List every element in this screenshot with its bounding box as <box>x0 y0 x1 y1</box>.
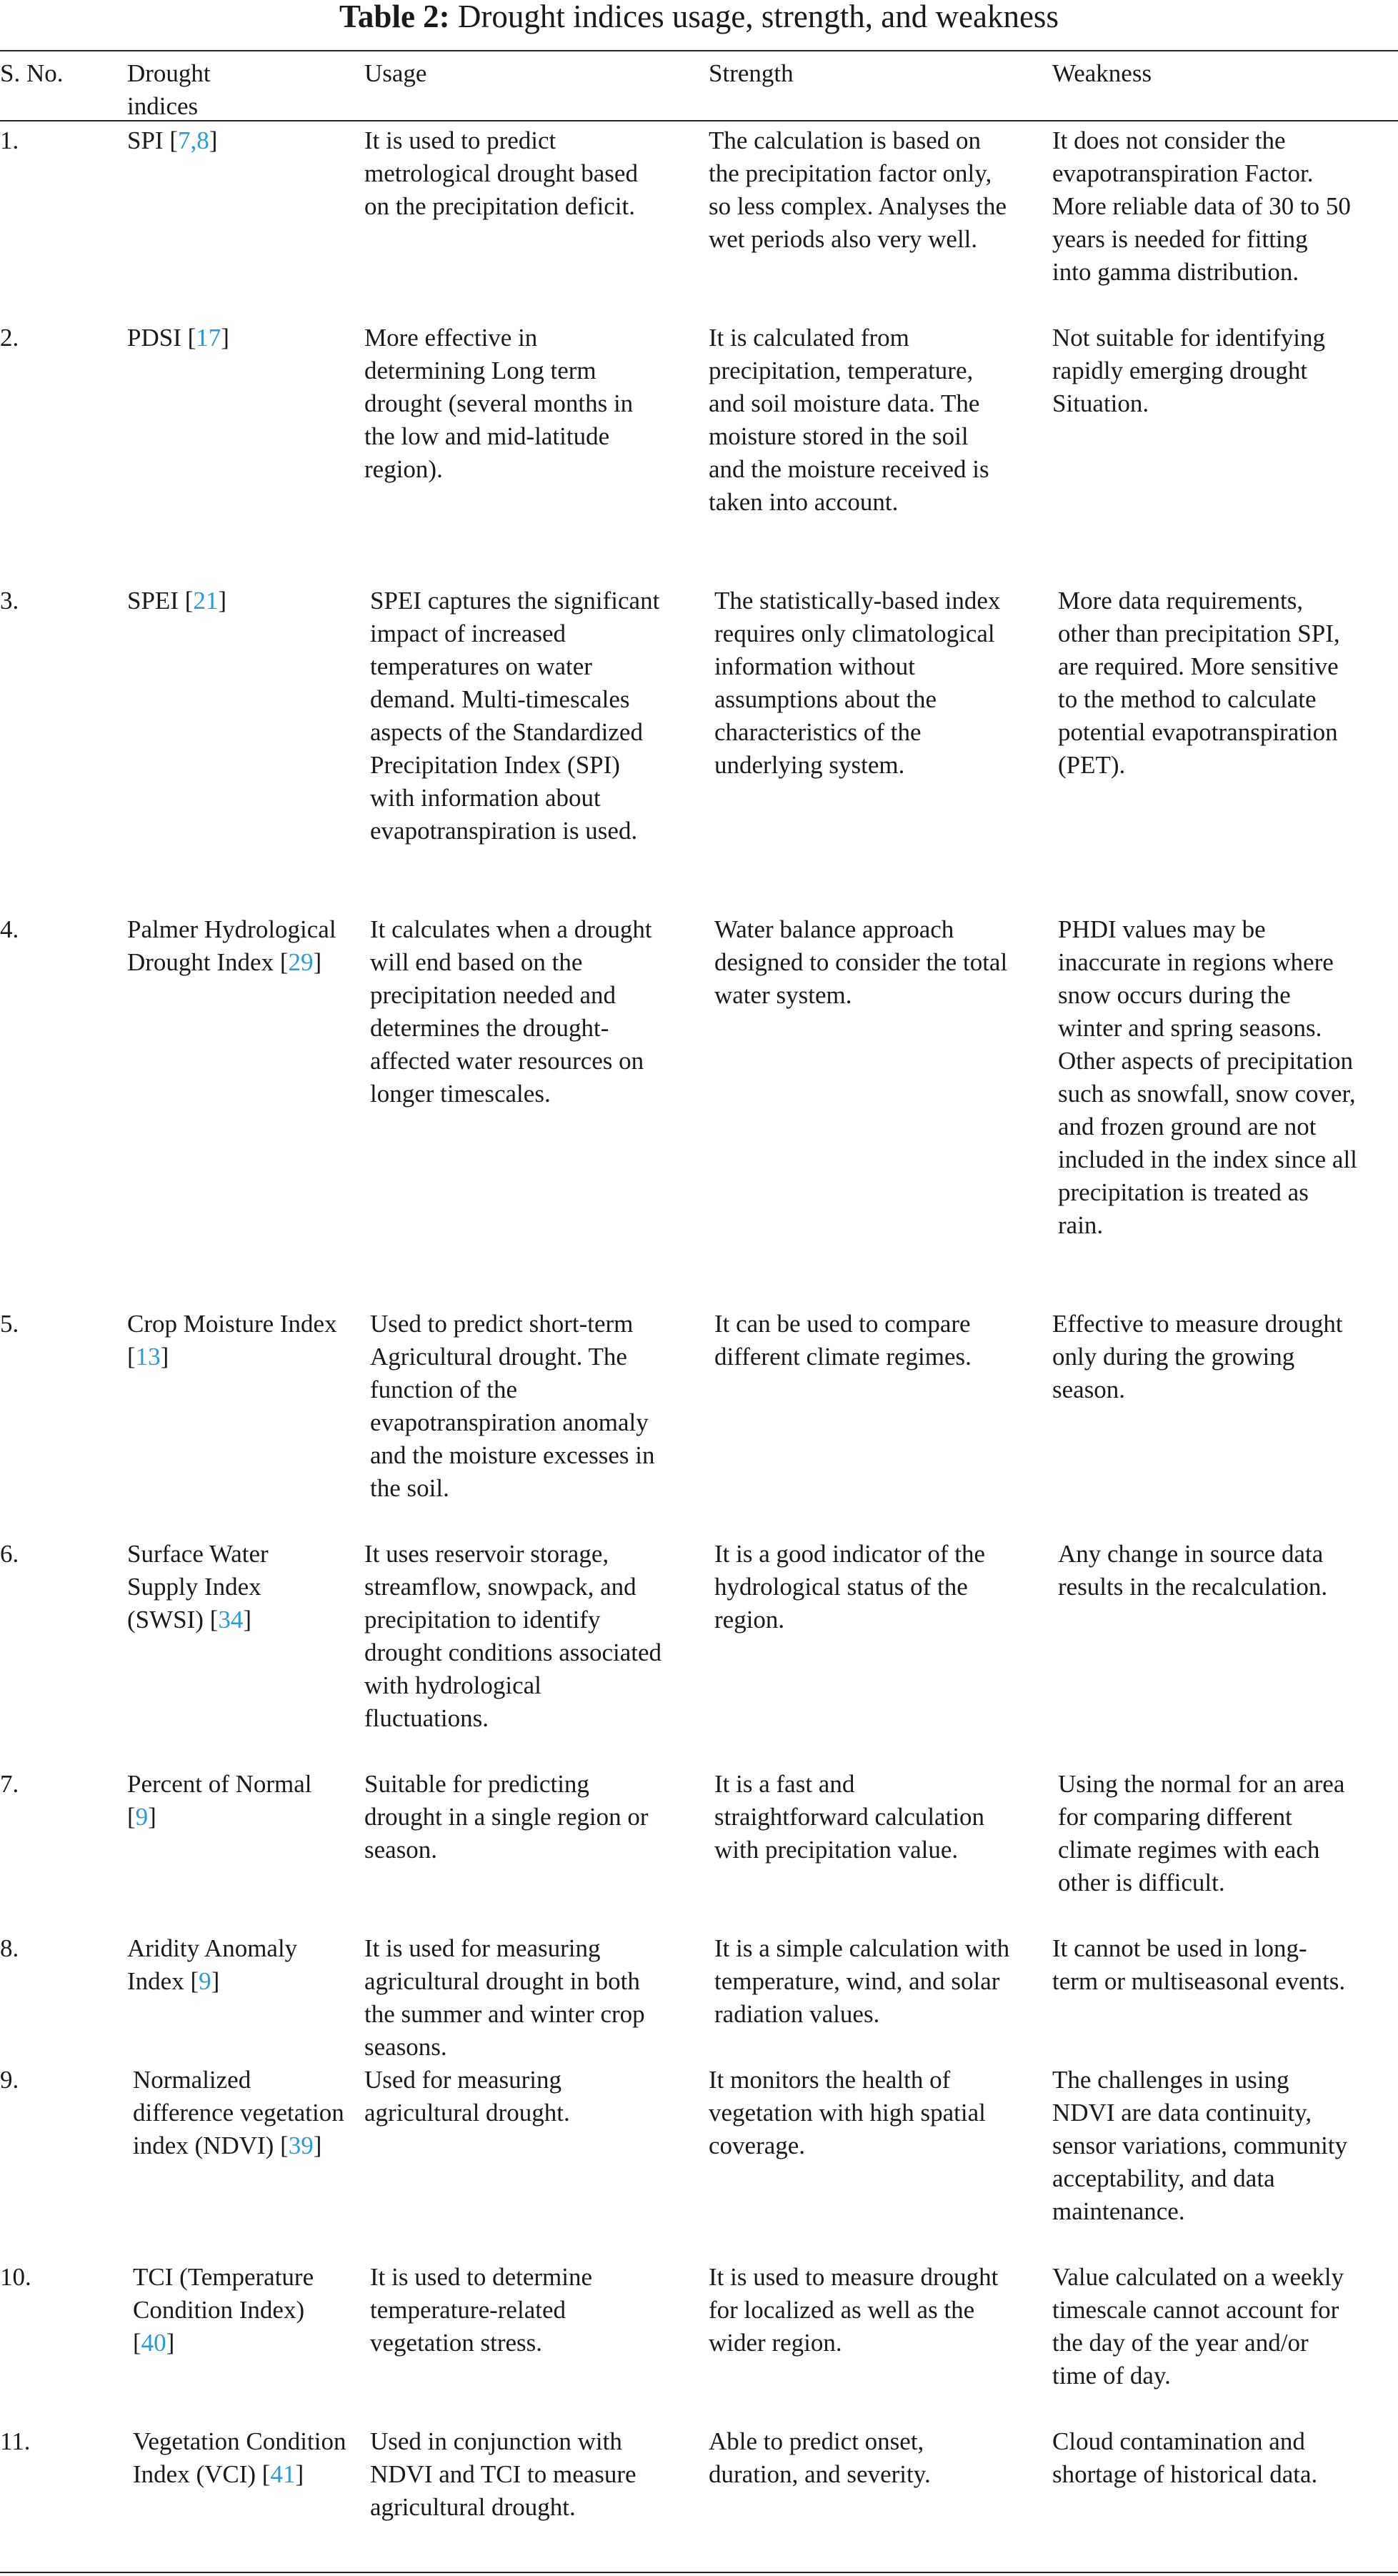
cell-weakness: Cloud contamination and shortage of historical data. <box>1052 2427 1318 2488</box>
header-sno: S. No. <box>0 59 64 87</box>
header-usage: Usage <box>364 59 427 87</box>
citation-link[interactable]: 9 <box>135 1803 149 1831</box>
index-name: Percent of Normal <box>127 1770 312 1798</box>
cell-index: Percent of Normal [9] <box>127 1770 312 1831</box>
citation-link[interactable]: 17 <box>196 324 221 352</box>
index-name: PDSI <box>127 324 181 352</box>
cell-strength: It is a fast and straightforward calculation with precipitation value. <box>714 1770 985 1864</box>
header-weakness: Weakness <box>1052 59 1152 87</box>
cell-strength: It is a good indicator of the hydrological status of the region. <box>714 1540 986 1633</box>
cell-strength: It is a simple calculation with temperature, wind, and solar radiation values. <box>714 1934 1010 2028</box>
index-name: Palmer Hydrological Drought Index <box>127 915 336 976</box>
cell-index: TCI (Temperature Condition Index) [40] <box>133 2263 314 2357</box>
index-name: Surface Water Supply Index (SWSI) <box>127 1540 269 1633</box>
cell-weakness: Effective to measure drought only during the growing season. <box>1052 1310 1343 1403</box>
cell-index: SPI [7,8] <box>127 126 218 154</box>
cell-weakness: The challenges in using NDVI are data continuity, sensor variations, community acceptability, and data maintenance. <box>1052 2066 1348 2225</box>
citation-link[interactable]: 7,8 <box>178 126 209 154</box>
cell-strength: It monitors the health of vegetation with high spatial coverage. <box>709 2066 986 2159</box>
cell-sno: 8. <box>0 1934 19 1962</box>
index-name: Crop Moisture Index <box>127 1310 337 1338</box>
cell-usage: More effective in determining Long term drought (several months in the low and mid-latitude region). <box>364 324 634 483</box>
cell-usage: It is used to determine temperature-related vegetation stress. <box>370 2263 593 2357</box>
cell-strength: It is used to measure drought for localized as well as the wider region. <box>709 2263 999 2357</box>
header-strength: Strength <box>709 59 794 87</box>
cell-sno: 6. <box>0 1540 19 1568</box>
cell-usage: SPEI captures the significant impact of increased temperatures on water demand. Multi-timescales aspects of the Standardized Precipitation Index (SPI) with information about evapotranspiration is used. <box>370 587 660 845</box>
citation-link[interactable]: 39 <box>288 2132 314 2159</box>
table-top-rule <box>0 50 1398 51</box>
cell-sno: 11. <box>0 2427 31 2455</box>
index-name: Aridity Anomaly Index <box>127 1934 298 1995</box>
cell-weakness: Any change in source data results in the recalculation. <box>1058 1540 1328 1601</box>
cell-index: Crop Moisture Index [13] <box>127 1310 337 1371</box>
index-name: SPEI <box>127 587 179 615</box>
cell-weakness: It does not consider the evapotranspiration Factor. More reliable data of 30 to 50 years is needed for fitting into gamma distribution. <box>1052 126 1351 286</box>
cell-strength: It is calculated from precipitation, temperature, and soil moisture data. The moisture stored in the soil and the moisture received is taken into account. <box>709 324 989 516</box>
table-caption <box>0 0 1398 40</box>
cell-sno: 10. <box>0 2263 31 2291</box>
cell-sno: 1. <box>0 126 19 154</box>
index-name: SPI <box>127 126 164 154</box>
cell-sno: 7. <box>0 1770 19 1798</box>
index-name: TCI (Temperature Condition Index) <box>133 2263 314 2324</box>
table-header-rule <box>0 120 1398 121</box>
citation-link[interactable]: 34 <box>218 1606 244 1633</box>
citation-link[interactable]: 29 <box>288 948 314 976</box>
cell-usage: It uses reservoir storage, streamflow, snowpack, and precipitation to identify drought conditions associated with hydrological fluctuations. <box>364 1540 662 1732</box>
caption-title: Drought indices usage, strength, and weakness <box>457 0 1059 34</box>
cell-usage: Used to predict short-term Agricultural drought. The function of the evapotranspiration anomaly and the moisture excesses in the soil. <box>370 1310 655 1502</box>
cell-strength: It can be used to compare different climate regimes. <box>714 1310 972 1371</box>
cell-weakness: Not suitable for identifying rapidly emerging drought Situation. <box>1052 324 1326 417</box>
cell-weakness: More data requirements, other than precipitation SPI, are required. More sensitive to the method to calculate potential evapotranspiration (PET). <box>1058 587 1340 779</box>
cell-index: SPEI [21] <box>127 587 227 615</box>
index-name: Vegetation Condition Index (VCI) <box>133 2427 346 2488</box>
cell-usage: Used in conjunction with NDVI and TCI to measure agricultural drought. <box>370 2427 636 2521</box>
cell-index: Vegetation Condition Index (VCI) [41] <box>133 2427 346 2488</box>
cell-usage: Used for measuring agricultural drought. <box>364 2066 570 2127</box>
cell-index: Palmer Hydrological Drought Index [29] <box>127 915 336 976</box>
cell-index: Normalized difference vegetation index (NDVI) [39] <box>133 2066 344 2159</box>
citation-link[interactable]: 41 <box>270 2460 296 2488</box>
cell-sno: 2. <box>0 324 19 352</box>
citation-link[interactable]: 40 <box>141 2329 166 2357</box>
cell-usage: It calculates when a drought will end based on the precipitation needed and determines the drought-affected water resources on longer timescales. <box>370 915 652 1108</box>
cell-weakness: It cannot be used in long-term or multiseasonal events. <box>1052 1934 1346 1995</box>
caption-label: Table 2: <box>339 0 450 34</box>
citation-link[interactable]: 9 <box>199 1967 211 1995</box>
cell-index: Surface Water Supply Index (SWSI) [34] <box>127 1540 269 1633</box>
cell-weakness: PHDI values may be inaccurate in regions where snow occurs during the winter and spring seasons. Other aspects of precipitation such as snowfall, snow cover, and frozen ground are not included in the index since all precipitation is treated as rain. <box>1058 915 1357 1239</box>
cell-strength: The calculation is based on the precipitation factor only, so less complex. Analyses the wet periods also very well. <box>709 126 1007 253</box>
index-name: Normalized difference vegetation index (NDVI) <box>133 2066 344 2159</box>
cell-sno: 3. <box>0 587 19 615</box>
cell-index: PDSI [17] <box>127 324 229 352</box>
cell-strength: Water balance approach designed to consider the total water system. <box>714 915 1008 1009</box>
cell-weakness: Value calculated on a weekly timescale cannot account for the day of the year and/or time of day. <box>1052 2263 1344 2389</box>
cell-strength: The statistically-based index requires only climatological information without assumptions about the characteristics of the underlying system. <box>714 587 1001 779</box>
cell-sno: 9. <box>0 2066 19 2094</box>
cell-usage: Suitable for predicting drought in a single region or season. <box>364 1770 649 1864</box>
citation-link[interactable]: 13 <box>135 1343 161 1371</box>
citation-link[interactable]: 21 <box>193 587 219 615</box>
cell-usage: It is used for measuring agricultural drought in both the summer and winter crop seasons. <box>364 1934 645 2061</box>
cell-strength: Able to predict onset, duration, and severity. <box>709 2427 931 2488</box>
cell-sno: 4. <box>0 915 19 943</box>
header-index: Drought indices <box>127 59 211 120</box>
cell-usage: It is used to predict metrological drought based on the precipitation deficit. <box>364 126 638 220</box>
cell-weakness: Using the normal for an area for comparing different climate regimes with each other is difficult. <box>1058 1770 1345 1896</box>
cell-index: Aridity Anomaly Index [9] <box>127 1934 298 1995</box>
cell-sno: 5. <box>0 1310 19 1338</box>
table-bottom-rule <box>0 2572 1398 2573</box>
